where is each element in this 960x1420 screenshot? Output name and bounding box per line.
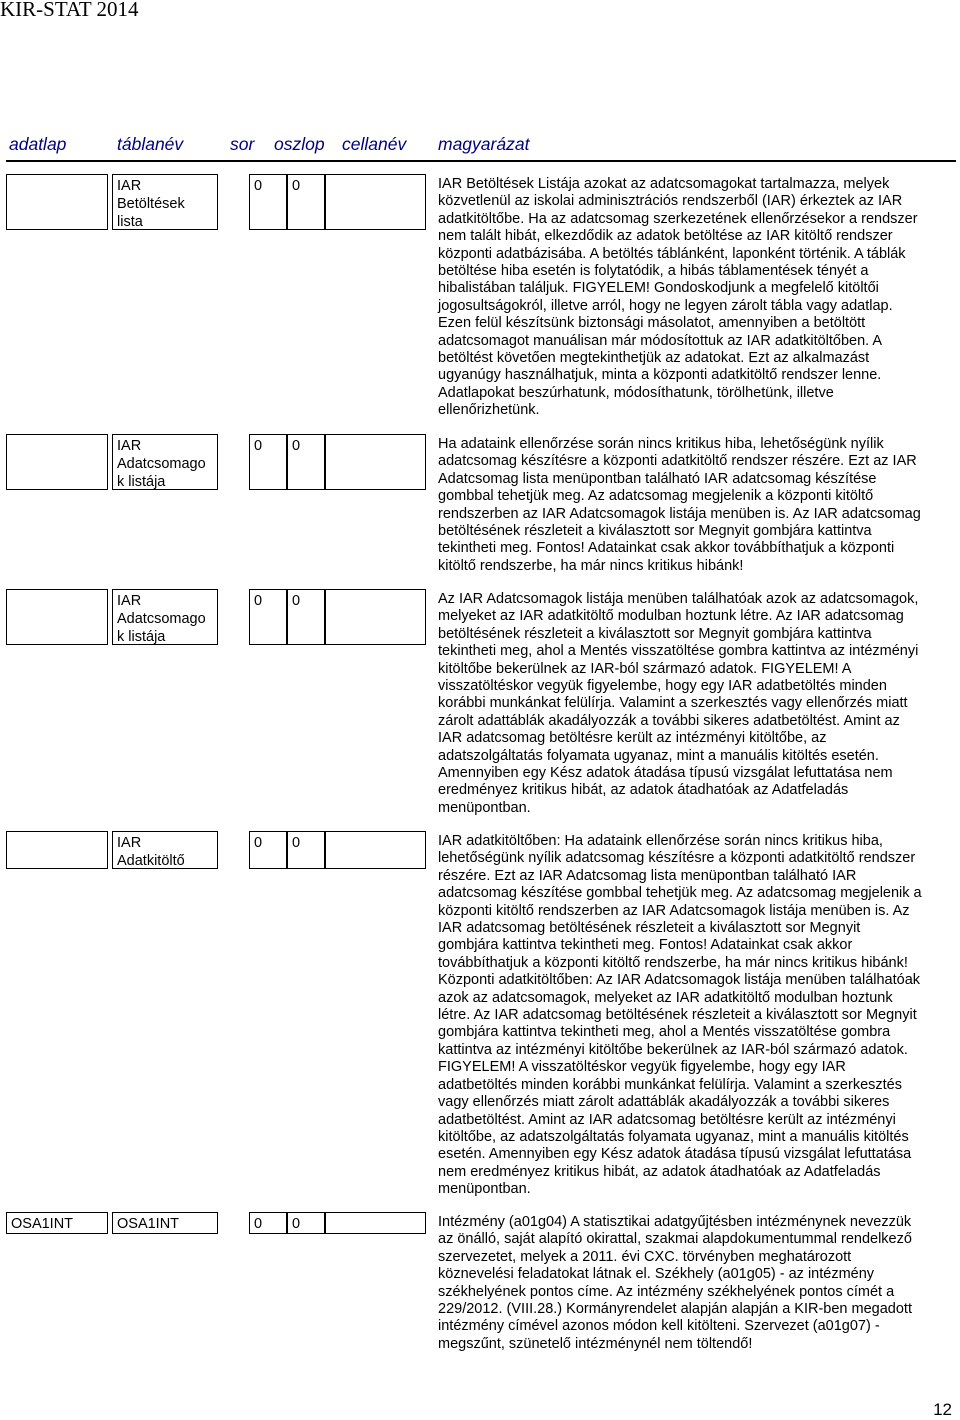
description-line: IAR adatcsomag betöltésre került az intézményi kitöltőbe, az: [438, 730, 827, 747]
sheet-cell: [6, 174, 108, 230]
table-name-cell-line: lista: [117, 214, 143, 230]
description-line: korábbi munkánkat felülírja. Valamint a szerkesztés vagy ellenőrzés miatt: [438, 695, 908, 712]
table-name-cell-line: OSA1INT: [117, 1216, 180, 1232]
description-line: FIGYELEM! A visszatöltéskor vegyük figyelembe, hogy egy IAR: [438, 1059, 846, 1076]
description-line: ugyanúgy használhatjuk, minta a központi adatkitöltő rendszer lenne.: [438, 367, 882, 384]
table-name-cell-line: Betöltések: [117, 196, 185, 212]
table-row: [0, 589, 960, 819]
table-name-cell-line: Adatcsomago: [117, 456, 206, 472]
description-line: menüpontban.: [438, 1181, 531, 1198]
description-line: központi kitöltő rendszerben az IAR Adatcsomagok listája menüben is. Az: [438, 902, 910, 919]
description-line: központi adatbázisába. A betöltés táblánként, laponként történik. A táblák: [438, 245, 906, 262]
description-line: rendszerben az IAR Adatcsomagok listája menüben is. Az IAR adatcsomag: [438, 505, 921, 522]
description-line: nem talált hibát, elkezdődik az adatok betöltése az IAR kitöltő rendszer: [438, 228, 893, 245]
description-line: intézmény címével azonos módon kell kitölteni. Szervezet (a01g07) -: [438, 1318, 880, 1335]
description-line: székhelyének pontos címe. Az intézmény székhelyének pontos címét a: [438, 1283, 895, 1300]
description-line: kitöltőbe, az adatszolgáltatás folyamata ugyanaz, mint a manuális kitöltés: [438, 1128, 909, 1145]
cell-name-cell: [325, 1212, 426, 1234]
table-name-cell-line: IAR: [117, 593, 142, 609]
table-name-cell-line: k listája: [117, 474, 166, 490]
sheet-cell: [6, 831, 108, 869]
table-name-cell-line: IAR: [117, 835, 142, 851]
column-number-cell-value: 0: [292, 438, 301, 454]
description-line: gombbal tehetjük meg. Az adatcsomag megjelenik a központi kitöltő: [438, 488, 874, 505]
description-line: menüpontban.: [438, 799, 531, 816]
column-number-cell: [287, 589, 325, 645]
column-number-cell: [287, 1212, 325, 1234]
description-line: közvetlenül az iskolai adminisztrációs rendszerből (IAR) érkeztek az IAR: [438, 193, 903, 210]
row-number-cell-value: 0: [254, 835, 263, 851]
description-line: adatszolgáltatás folyamata ugyanaz, mint a manuális kitöltés esetén.: [438, 747, 879, 764]
column-header-sor: sor: [230, 134, 255, 154]
description-line: Amennyiben egy Kész adatok átadása típusú vizsgálat lefuttatása nem: [438, 765, 893, 782]
description-line: betöltést követően megtekinthetjük az adatokat. Ezt az alkalmazást: [438, 350, 870, 367]
page-number: 12: [933, 1400, 952, 1419]
sheet-cell: [6, 589, 108, 645]
table-name-cell: [112, 1212, 218, 1234]
table-name-cell: [112, 174, 218, 230]
row-number-cell: [249, 831, 287, 869]
row-number-cell-value: 0: [254, 178, 263, 194]
description-line: hibalistában találjuk. FIGYELEM! Gondoskodjunk a megfelelő kitöltői: [438, 280, 879, 297]
table-name-cell-line: IAR: [117, 178, 142, 194]
description-line: betöltése hiba esetén is folytatódik, a hibás táblamentések tényét a: [438, 263, 869, 280]
cell-name-cell: [325, 434, 426, 490]
description-line: Ezen felül készítsünk biztonsági másolatot, amennyiben a betöltött: [438, 315, 866, 332]
table-name-cell: [112, 831, 218, 869]
description-line: nem eredményez kritikus hibát, az adatok átadhatóak az Adatfeladás: [438, 1163, 881, 1180]
description-line: visszatöltéskor vegyük figyelembe, hogy egy IAR adatbetöltés minden: [438, 678, 887, 695]
description-text: [438, 833, 950, 1199]
column-number-cell-value: 0: [292, 178, 301, 194]
description-line: Központi adatkitöltőben: Az IAR Adatcsomagok listája menüben találhatóak: [438, 972, 921, 989]
cell-name-cell: [325, 831, 426, 869]
description-text: [438, 436, 950, 575]
cell-name-cell: [325, 589, 426, 645]
description-line: tekintheti meg. Fontos! Adatainkat csak akkor továbbíthatjuk a központi: [438, 540, 895, 557]
description-line: betöltésének részleteit a kiválasztott sor Megnyit gombjára kattintva: [438, 523, 872, 540]
description-line: adatcsomag készítése gombbal tehetjük meg. Az adatcsomag megjelenik a: [438, 885, 922, 902]
description-text: [438, 591, 950, 817]
description-line: kattintva az intézményi kitöltőbe bekerülnek az IAR-ból származó adatok.: [438, 1041, 908, 1058]
description-line: ellenőrizhetünk.: [438, 402, 540, 419]
column-number-cell-value: 0: [292, 1216, 301, 1232]
description-line: gombjára kattintva tekintheti meg, ahol a Mentés visszatöltése gombra: [438, 1024, 891, 1041]
row-number-cell: [249, 174, 287, 230]
description-text: [438, 1214, 950, 1353]
row-number-cell-value: 0: [254, 1216, 263, 1232]
description-line: megszűnt, szünetelő intézménynél nem töltendő!: [438, 1335, 753, 1352]
row-number-cell: [249, 589, 287, 645]
description-line: Adatcsomag lista menüpontban található IAR adatcsomag készítése: [438, 470, 877, 487]
column-header-cellanev: cellanév: [342, 134, 407, 154]
description-line: szervezetet, melyek a 2011. évi CXC. törvényben meghatározott: [438, 1248, 852, 1265]
description-line: IAR adatkitöltőben: Ha adataink ellenőrzése során nincs kritikus hiba,: [438, 833, 883, 849]
column-header-oszlop: oszlop: [274, 134, 325, 154]
table-row: [0, 434, 960, 574]
description-line: Intézmény (a01g04) A statisztikai adatgyűjtésben intézménynek nevezzük: [438, 1214, 912, 1230]
description-line: adatcsomagot manuálisan már módosítottuk az IAR adatkitöltőben. A: [438, 332, 883, 349]
header-rule: [6, 160, 956, 162]
description-line: melyeket az IAR adatkitöltő modulban hoztunk létre. Az IAR adatcsomag: [438, 608, 904, 625]
column-number-cell: [287, 174, 325, 230]
description-line: Adatlapokat beszúrhatunk, módosíthatunk, törölhetünk, illetve: [438, 384, 834, 401]
table-name-cell: [112, 434, 218, 490]
description-line: lehetőségünk nyílik adatcsomag készítésre a központi adatkitöltő rendszer: [438, 850, 916, 867]
description-line: Az IAR Adatcsomagok listája menüben találhatóak azok az adatcsomagok,: [438, 591, 919, 607]
description-line: adatbetöltés minden korábbi munkánkat felülírja. Valamint a szerkesztés: [438, 1076, 902, 1093]
description-line: eredményez kritikus hibát, az adatok átadhatóak az Adatfeladás: [438, 782, 849, 799]
description-text: [438, 176, 950, 420]
description-line: létre. Az IAR adatcsomag betöltésének részleteit a kiválasztott sor Megnyit: [438, 1007, 917, 1024]
description-line: köznevelési feladatokat látnak el. Székhely (a01g05) - az intézmény: [438, 1266, 875, 1283]
description-line: Ha adataink ellenőrzése során nincs kritikus hiba, lehetőségünk nyílik: [438, 436, 884, 452]
description-line: azok az adatcsomagok, melyeket az IAR adatkitöltő modulban hoztunk: [438, 989, 893, 1006]
description-line: IAR adatcsomag betöltésének részleteit a kiválasztott sor Megnyit: [438, 920, 861, 937]
table-name-cell-line: k listája: [117, 629, 166, 645]
cell-name-cell: [325, 174, 426, 230]
description-line: kitöltő rendszerbe, ha már nincs kritikus hibánk!: [438, 557, 744, 574]
description-line: adatbetöltést. Amint az IAR adatcsomag betöltésre került az intézményi: [438, 1111, 896, 1128]
description-line: adatkitöltőbe. Ha az adatcsomag szerkezetének ellenőrzésekor a rendszer: [438, 210, 918, 227]
description-line: gombjára kattintva tekintheti meg. Fontos! Adatainkat csak akkor: [438, 937, 853, 954]
row-number-cell: [249, 1212, 287, 1234]
description-line: 229/2012. (VIII.28.) Kormányrendelet alapján alapján a KIR-ben megadott: [438, 1301, 912, 1318]
column-header-tablanev: táblanév: [117, 134, 184, 154]
table-row: [0, 1212, 960, 1362]
description-line: zárolt adattáblák akadályozzák a további sikeres adatbetöltést. Amint az: [438, 712, 900, 729]
description-line: betöltésének részleteit a kiválasztott sor Megnyit gombjára kattintva: [438, 625, 872, 642]
description-line: IAR Betöltések Listája azokat az adatcsomagokat tartalmazza, melyek: [438, 176, 890, 192]
row-number-cell: [249, 434, 287, 490]
row-number-cell-value: 0: [254, 438, 263, 454]
table-name-cell-line: Adatcsomago: [117, 611, 206, 627]
description-line: kitöltőbe bekerülnek az IAR-ból származó adatok. FIGYELEM! A: [438, 660, 852, 677]
description-line: tekintheti meg, ahol a Mentés visszatöltése gombra kattintva az intézményi: [438, 643, 919, 660]
column-number-cell-value: 0: [292, 835, 301, 851]
row-number-cell-value: 0: [254, 593, 263, 609]
sheet-cell-line: OSA1INT: [11, 1216, 74, 1232]
page-title: KIR-STAT 2014: [0, 0, 139, 21]
description-line: adatcsomag készítésre a központi adatkitöltő rendszer részére. Ezt az IAR: [438, 453, 917, 470]
table-row: [0, 831, 960, 1201]
sheet-cell: [6, 1212, 108, 1234]
description-line: részére. Ezt az IAR Adatcsomag lista menüpontban található IAR: [438, 867, 857, 884]
column-number-cell-value: 0: [292, 593, 301, 609]
table-name-cell-line: Adatkitöltő: [117, 853, 185, 869]
column-number-cell: [287, 831, 325, 869]
description-line: vagy ellenőrzés miatt zárolt adattáblák akadályozzák a további sikeres: [438, 1094, 890, 1111]
table-row: [0, 174, 960, 422]
description-line: az önálló, saját alapító okirattal, szakmai alapdokumentummal rendelkező: [438, 1231, 912, 1248]
table-name-cell-line: IAR: [117, 438, 142, 454]
description-line: jogosultságokról, illetve arról, hogy ne legyen zárolt tábla vagy adatlap.: [438, 297, 893, 314]
sheet-cell: [6, 434, 108, 490]
column-header-adatlap: adatlap: [9, 134, 67, 154]
column-number-cell: [287, 434, 325, 490]
description-line: esetén. Amennyiben egy Kész adatok átadása típusú vizsgálat lefuttatása: [438, 1146, 912, 1163]
description-line: továbbíthatjuk a központi kitöltő rendszerbe, ha már nincs kritikus hibánk!: [438, 954, 908, 971]
column-header-magyarazat: magyarázat: [438, 134, 530, 154]
table-name-cell: [112, 589, 218, 645]
